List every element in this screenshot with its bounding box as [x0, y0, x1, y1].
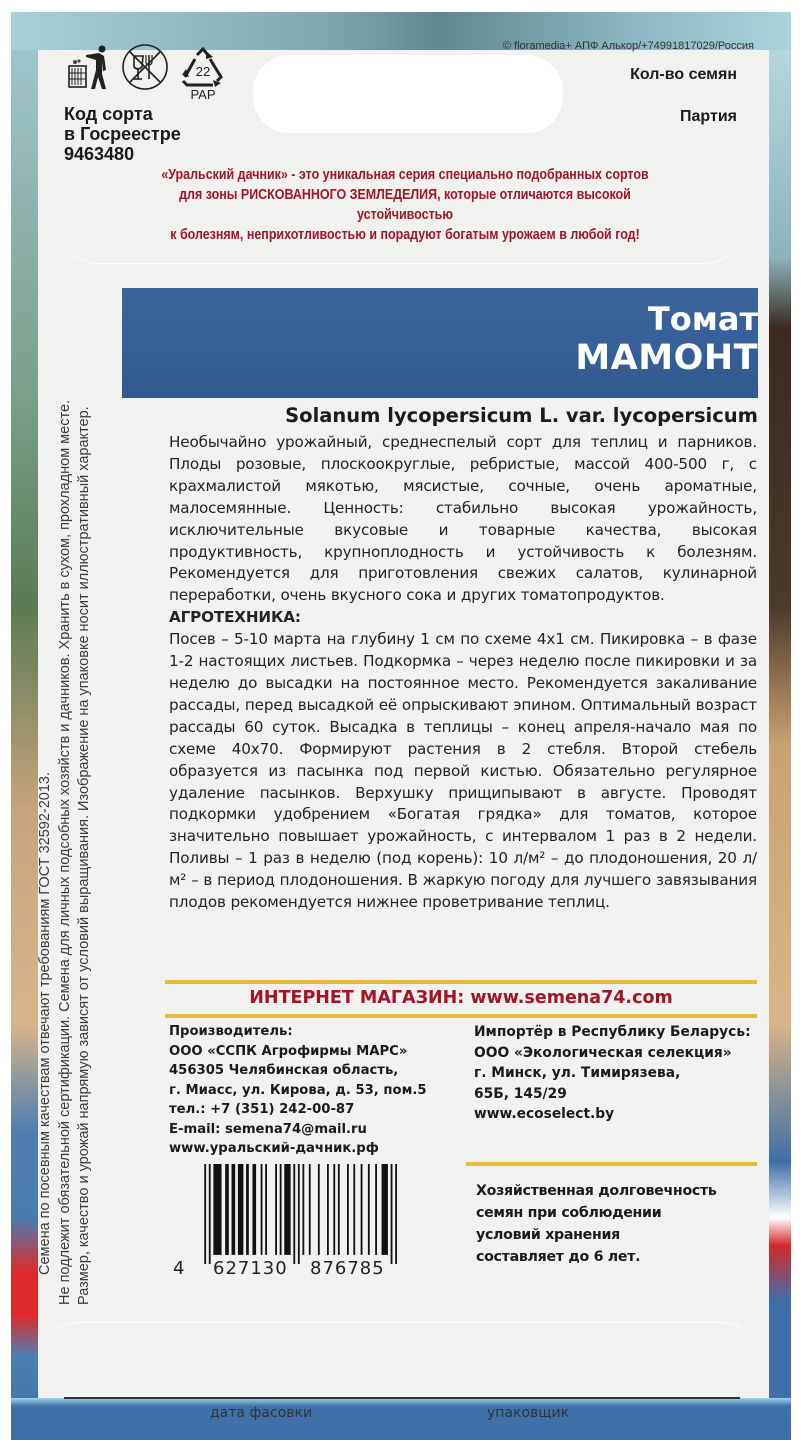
- shelf-life-line: составляет до 6 лет.: [476, 1249, 641, 1265]
- barcode-right-group: 876785: [310, 1258, 385, 1279]
- manufacturer-phone: тел.: +7 (351) 242-00-87: [169, 1102, 355, 1117]
- latin-name: Solanum lycopersicum L. var. lycopersicum: [285, 404, 758, 427]
- barcode-number: [173, 1258, 438, 1279]
- shelf-life-line: Хозяйственная долговечность: [476, 1183, 717, 1199]
- description-block: [169, 432, 757, 914]
- right-photo-strip: [769, 50, 791, 1440]
- side-legal-notes: [36, 295, 116, 1305]
- product-type: Томат: [647, 300, 758, 338]
- bottom-band: [11, 1398, 791, 1440]
- agrotech-heading: АГРОТЕХНИКА:: [169, 608, 301, 627]
- slogan-line: «Уральский дачник» - это уникальная серия специально подобранных сортов: [161, 167, 649, 183]
- importer-website[interactable]: www.ecoselect.by: [474, 1106, 615, 1122]
- manufacturer-company: ООО «ССПК Агрофирмы МАРС»: [169, 1043, 408, 1059]
- shelf-life-line: семян при соблюдении: [476, 1205, 662, 1221]
- signature-line: [64, 1397, 740, 1399]
- manufacturer-email[interactable]: E-mail: semena74@mail.ru: [169, 1121, 367, 1137]
- seed-quantity-label: Кол-во семян: [630, 66, 737, 83]
- footer-flap-outline: [40, 1322, 760, 1402]
- manufacturer-website[interactable]: www.уральский-дачник.рф: [169, 1141, 379, 1156]
- agrotech-text: Посев – 5-10 марта на глубину 1 см по схеме 4x1 см. Пикировка – в фазе 1-2 настоящих листьев. Подкормка – через неделю после пикировки и за неделю до высадки на постоянное место. Рекомендуется закаливание рассады, перед высадкой её опрыскивают эпином. Оптимальный возраст рассады 60 суток. Высадка в теплицы – конец апреля-начало мая по схеме 40x70. Формируют растения в 2 стебля. Второй стебель образуется из пасынка под первой кистью. Обязательно регулярное удаление пасынков. Верхушку прищипывают в августе. Проводят подкормки удобрением «Богатая грядка» для томатов, которое значительно повышает урожайность, с интервалом 1 раз в 2 недели. Поливы – 1 раз в неделю (под корень): 10 л/м² – до плодоношения, 20 л/м² – в период плодоношения. В жаркую погоду для лучшего завязывания плодов рекомендуется нижнее проветривание теплиц.: [169, 630, 757, 912]
- manufacturer-block: [169, 1022, 427, 1159]
- variety-name: МАМОНТ: [575, 338, 758, 378]
- shelf-life-note: [476, 1180, 717, 1268]
- shelf-life-line: условий хранения: [476, 1227, 620, 1243]
- importer-company: ООО «Экологическая селекция»: [474, 1044, 732, 1061]
- side-note-line: Не подлежит обязательной сертификации. Семена для личных подсобных хозяйств и дачников. Хранить в сухом, прохладном месте.: [56, 399, 73, 1305]
- importer-block: [474, 1022, 751, 1125]
- hang-hole: [253, 55, 563, 133]
- shop-rule-top: [165, 980, 757, 984]
- slogan-line: для зоны РИСКОВАННОГО ЗЕМЛЕДЕЛИЯ, которые отличаются высокой устойчивостью: [179, 187, 631, 223]
- barcode-bars: [193, 1164, 441, 1264]
- variety-code-label-line1: Код сорта: [64, 104, 153, 124]
- side-note-line: Размер, качество и урожай напрямую зависят от условий выращивания. Изображение на упаковке носит иллюстративный характер.: [76, 406, 92, 1305]
- not-food-contact-icon: [120, 42, 170, 92]
- online-shop-link[interactable]: ИНТЕРНЕТ МАГАЗИН: www.semena74.com: [249, 988, 673, 1008]
- left-photo-strip: [11, 50, 38, 1440]
- copyright-line: © floramedia+ АПФ Алькор/+74991817029/Россия: [502, 40, 754, 52]
- variety-code: 9463480: [64, 144, 135, 164]
- packing-date-label: дата фасовки: [210, 1405, 313, 1421]
- recycle-code: 22: [195, 63, 211, 79]
- shop-rule-bottom: [165, 1014, 757, 1018]
- importer-address: г. Минск, ул. Тимирязева,: [474, 1065, 681, 1081]
- manufacturer-heading: Производитель:: [169, 1024, 293, 1039]
- batch-label: Партия: [680, 108, 737, 125]
- dispose-in-bin-icon: [64, 42, 114, 92]
- description-text: Необычайно урожайный, среднеспелый сорт для теплиц и парников. Плоды розовые, плоскоокруглые, ребристые, массой 400-500 г, с крахмалистой мякотью, мясистые, сочные, очень ароматные, малосемянные. Ценность: стабильно высокая урожайность, исключительные вкусовые и товарные качества, высокая продуктивность, крупноплодность и устойчивость к болезням. Рекомендуется для приготовления свежих салатов, кулинарной переработки, очень вкусного сока и других томатопродуктов.: [169, 433, 757, 605]
- slogan-line: к болезням, неприхотливостью и порадуют богатым урожаем в любой год!: [170, 227, 640, 243]
- disposal-icons: [64, 42, 230, 106]
- recycle-22-pap-icon: [176, 42, 230, 106]
- series-slogan: [143, 165, 668, 245]
- variety-code-label-line2: в Госреестре: [64, 124, 181, 144]
- barcode-left-group: 627130: [213, 1258, 288, 1279]
- manufacturer-address: г. Миасс, ул. Кирова, д. 53, пом.5: [169, 1082, 427, 1098]
- recycle-label: PAP: [190, 86, 216, 102]
- importer-address: 65Б, 145/29: [474, 1085, 567, 1102]
- manufacturer-address: 456305 Челябинская область,: [169, 1063, 399, 1078]
- barcode-first-digit: 4: [173, 1258, 185, 1279]
- importer-heading: Импортёр в Республику Беларусь:: [474, 1024, 751, 1040]
- ean13-barcode: [173, 1164, 438, 1286]
- variety-code-block: [64, 104, 181, 164]
- importer-rule: [466, 1162, 757, 1166]
- packer-label: упаковщик: [487, 1405, 570, 1421]
- side-note-line: Семена по посевным качествам отвечают требованиям ГОСТ 32592-2013.: [37, 771, 53, 1275]
